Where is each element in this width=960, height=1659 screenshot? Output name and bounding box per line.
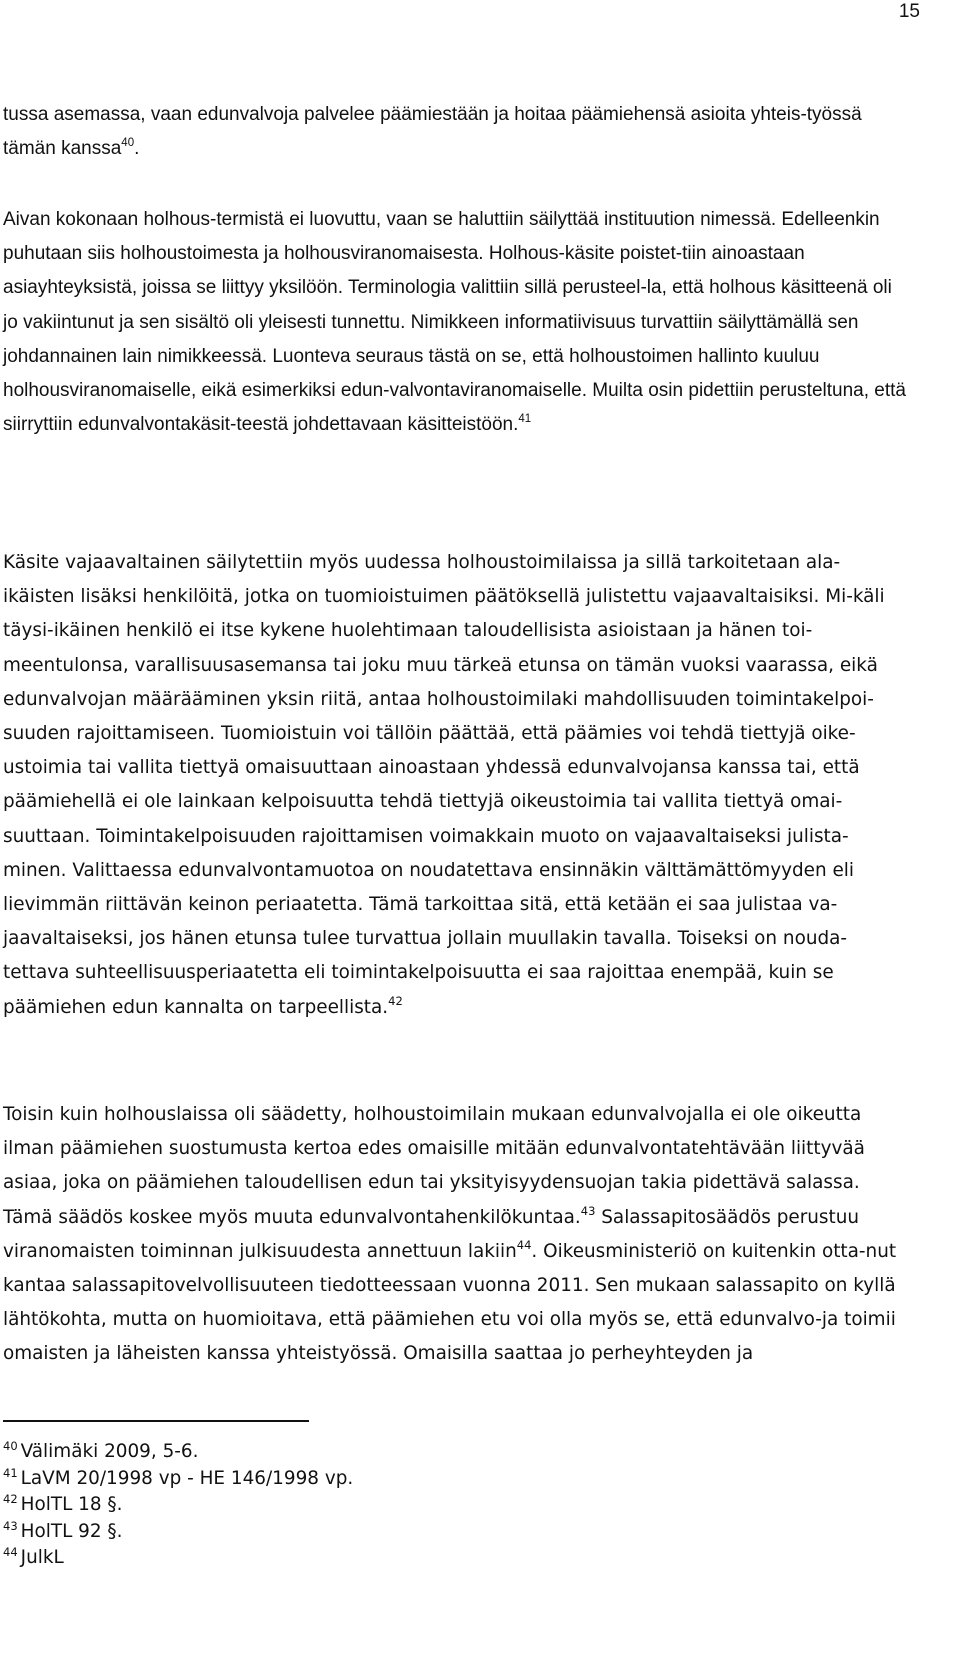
footnote-number: 41 <box>3 1465 18 1480</box>
footnote-reference: 41 <box>518 413 532 426</box>
footnote-text: Välimäki 2009, 5-6. <box>20 1441 199 1462</box>
footnote-separator <box>3 1420 309 1422</box>
footnote-text: HolTL 92 §. <box>20 1520 123 1542</box>
footnote <box>3 1492 903 1519</box>
footnote <box>3 1439 903 1466</box>
paragraph <box>3 546 908 1025</box>
paragraph-text: Aivan kokonaan holhous-termistä ei luovuttu, vaan se haluttiin säilyttää instituution nimessä. Edelleenkin puhutaan siis holhoustoimesta ja holhousviranomaisesta. Holhous-käsite poistet-tiin ainoastaan asiayhteyksistä, joissa se liittyy yksilöön. Terminologia valittiin sillä perusteel-la, että holhous käsitteenä oli jo vakiintunut ja sen sisältö oli yleisesti tunnettu. Nimikkeen informatiivisuus turvattiin säilyttämällä sen johdannainen lain nimikkeessä. Luonteva seuraus tästä on se, että holhoustoimen hallinto kuuluu holhousviranomaiselle, eikä esimerkiksi edun-valvontaviranomaiselle. Muilta osin pidettiin perusteltuna, että siirryttiin edunvalvontakäsit-teestä johdettavaan käsitteistöön. <box>3 209 906 436</box>
paragraph-text: tussa asemassa, vaan edunvalvoja palvelee päämiestään ja hoitaa päämiehensä asioita yhteis-työssä tämän kanssa <box>3 104 862 160</box>
paragraph <box>3 203 908 442</box>
footnote-number: 44 <box>3 1545 18 1559</box>
footnote-text: LaVM 20/1998 vp - HE 146/1998 vp. <box>20 1467 354 1489</box>
footnote-reference: 44 <box>516 1237 532 1252</box>
footnote-reference: 43 <box>580 1203 596 1218</box>
footnote <box>3 1545 903 1572</box>
paragraph-text: Käsite vajaavaltainen säilytettiin myös uudessa holhoustoimilaissa ja sillä tarkoitetaan ala-ikäisten lisäksi henkilöitä, jotka on tuomioistuimen päätöksellä julistettu vajaavaltaisiksi. Mi-käli täysi-ikäinen henkilö ei itse kykene huolehtimaan taloudellisista asioistaan ja hänen toi-meentulonsa, varallisuusasemansa tai joku muu tärkeä etunsa on tämän vuoksi vaarassa, eikä edunvalvojan määrääminen yksin riitä, antaa holhoustoimilaki mahdollisuuden toimintakelpoi-suuden rajoittamiseen. Tuomioistuin voi tällöin päättää, että päämies voi tehdä tiettyjä oike-ustoimia tai vallita tiettyä omaisuuttaan ainoastaan yhdessä edunvalvojansa kanssa tai, että päämiehellä ei ole lainkaan kelpoisuutta tehdä tiettyjä oikeustoimia tai vallita tiettyä omai-suuttaan. Toimintakelpoisuuden rajoittamisen voimakkain muoto on vajaavaltaiseksi julista-minen. Valittaessa edunvalvontamuotoa on noudatettava ensinnäkin välttämättömyyden eli lievimmän riittävän keinon periaatetta. Tämä tarkoittaa sitä, että ketään ei saa julistaa va-jaavaltaiseksi, jos hänen etunsa tulee turvattua jollain muullakin tavalla. Toiseksi on nouda-tettava suhteellisuusperiaatetta eli toimintakelpoisuutta ei saa rajoittaa enempää, kuin se päämiehen edun kannalta on tarpeellista. <box>3 552 885 1018</box>
page-number: 15 <box>898 1 920 22</box>
paragraph <box>3 1098 908 1372</box>
footnote-number: 43 <box>3 1518 18 1533</box>
paragraph-text: Toisin kuin holhouslaissa oli säädetty, holhoustoimilain mukaan edunvalvojalla ei ole oikeutta ilman päämiehen suostumusta kertoa edes omaisille mitään edunvalvontatehtävään liittyvää asiaa, joka on päämiehen taloudellisen edun tai yksityisyydensuojan takia pidettävä salassa. Tämä säädös koskee myös muuta edunvalvontahenkilökuntaa. <box>3 1104 865 1228</box>
footnote-text: JulkL <box>20 1547 64 1568</box>
footnote <box>3 1519 903 1546</box>
paragraph-text: . Oikeusministeriö on kuitenkin otta-nut kantaa salassapitovelvollisuuteen tiedotteessaan vuonna 2011. Sen mukaan salassapito on kyllä lähtökohta, mutta on huomioitava, että päämiehen etu voi olla myös se, että edunvalvo-ja toimii omaisten ja läheisten kanssa yhteistyössä. Omaisilla saattaa jo perheyhteyden ja <box>3 1240 897 1365</box>
paragraph-text: . <box>134 138 140 160</box>
paragraph-text: Salassapitosäädös perustuu viranomaisten toiminnan julkisuudesta annettuun lakiin <box>3 1206 860 1262</box>
footnotes <box>3 1439 903 1572</box>
paragraph <box>3 98 908 166</box>
footnote <box>3 1466 903 1493</box>
footnote-number: 40 <box>3 1439 18 1453</box>
footnote-number: 42 <box>3 1492 18 1506</box>
footnote-text: HolTL 18 §. <box>20 1494 123 1515</box>
footnote-reference: 42 <box>388 993 403 1008</box>
footnote-reference: 40 <box>121 137 135 150</box>
